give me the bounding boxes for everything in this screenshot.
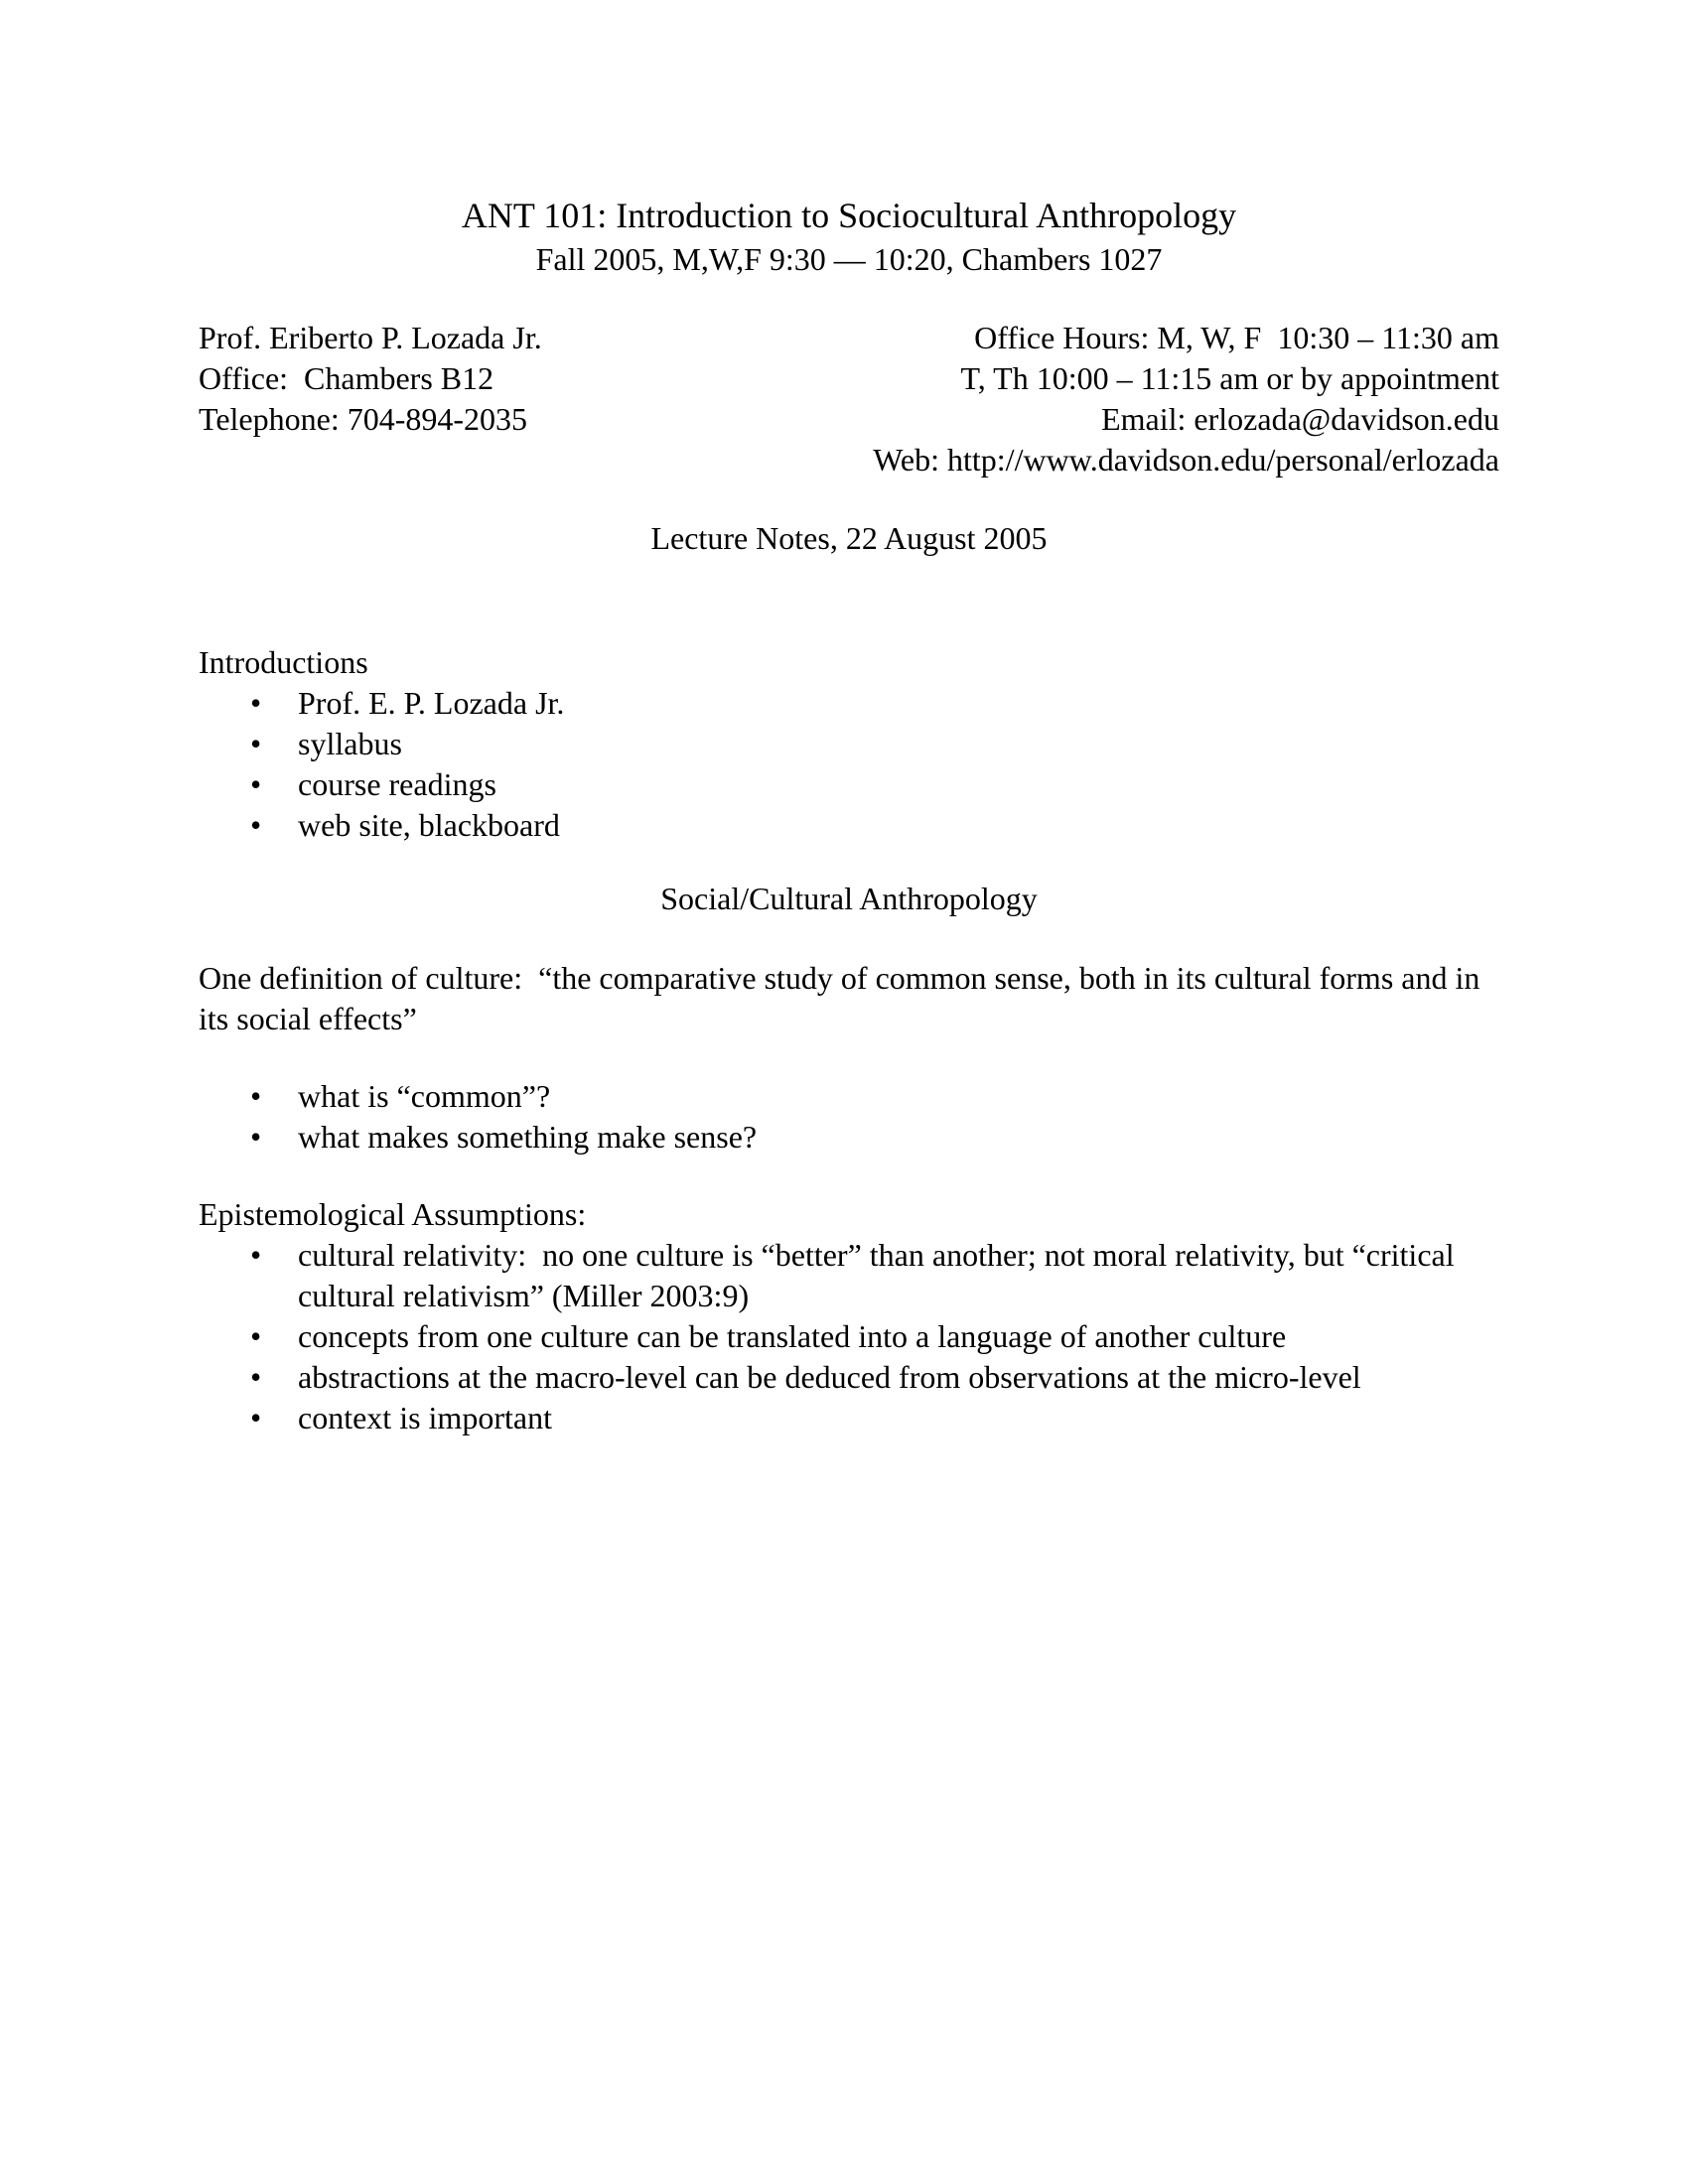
telephone-number: Telephone: 704-894-2035 (199, 401, 528, 437)
contact-block (199, 318, 1499, 480)
list-item: • Prof. E. P. Lozada Jr. (199, 683, 1499, 724)
list-item: • context is important (199, 1398, 1499, 1438)
email-address: Email: erlozada@davidson.edu (1101, 401, 1499, 437)
list-item: • cultural relativity: no one culture is “better” than another; not moral relativity, but “critical cultural relativism” (Miller 2003:9) (199, 1235, 1499, 1316)
list-item: • what makes something make sense? (199, 1117, 1499, 1158)
lecture-notes-heading: Lecture Notes, 22 August 2005 (650, 520, 1048, 556)
list-item: • syllabus (199, 724, 1499, 764)
office-location: Office: Chambers B12 (199, 360, 494, 396)
epistemological-heading: Epistemological Assumptions: (199, 1196, 587, 1232)
contact-right-column (873, 318, 1499, 480)
list-item: • web site, blackboard (199, 805, 1499, 846)
document-content (199, 0, 1499, 1438)
epistemological-list (199, 1235, 1499, 1438)
course-title: ANT 101: Introduction to Sociocultural Anthropology (461, 196, 1237, 235)
introductions-heading: Introductions (199, 644, 368, 680)
professor-name: Prof. Eriberto P. Lozada Jr. (199, 320, 542, 355)
office-hours-mwf: Office Hours: M, W, F 10:30 – 11:30 am (974, 320, 1499, 355)
culture-definition-paragraph: One definition of culture: “the comparative study of common sense, both in its cultural forms and in its social effects” (199, 960, 1480, 1036)
office-hours-tth: T, Th 10:00 – 11:15 am or by appointment (960, 360, 1499, 396)
course-schedule: Fall 2005, M,W,F 9:30 — 10:20, Chambers 1027 (535, 241, 1163, 277)
web-url: Web: http://www.davidson.edu/personal/erlozada (873, 442, 1499, 478)
questions-list (199, 1076, 1499, 1158)
introductions-list (199, 683, 1499, 846)
social-cultural-heading: Social/Cultural Anthropology (660, 881, 1038, 916)
list-item: • abstractions at the macro-level can be deduced from observations at the micro-level (199, 1357, 1499, 1398)
list-item: • what is “common”? (199, 1076, 1499, 1117)
list-item: • course readings (199, 764, 1499, 805)
list-item: • concepts from one culture can be translated into a language of another culture (199, 1316, 1499, 1357)
contact-left-column (199, 318, 542, 480)
